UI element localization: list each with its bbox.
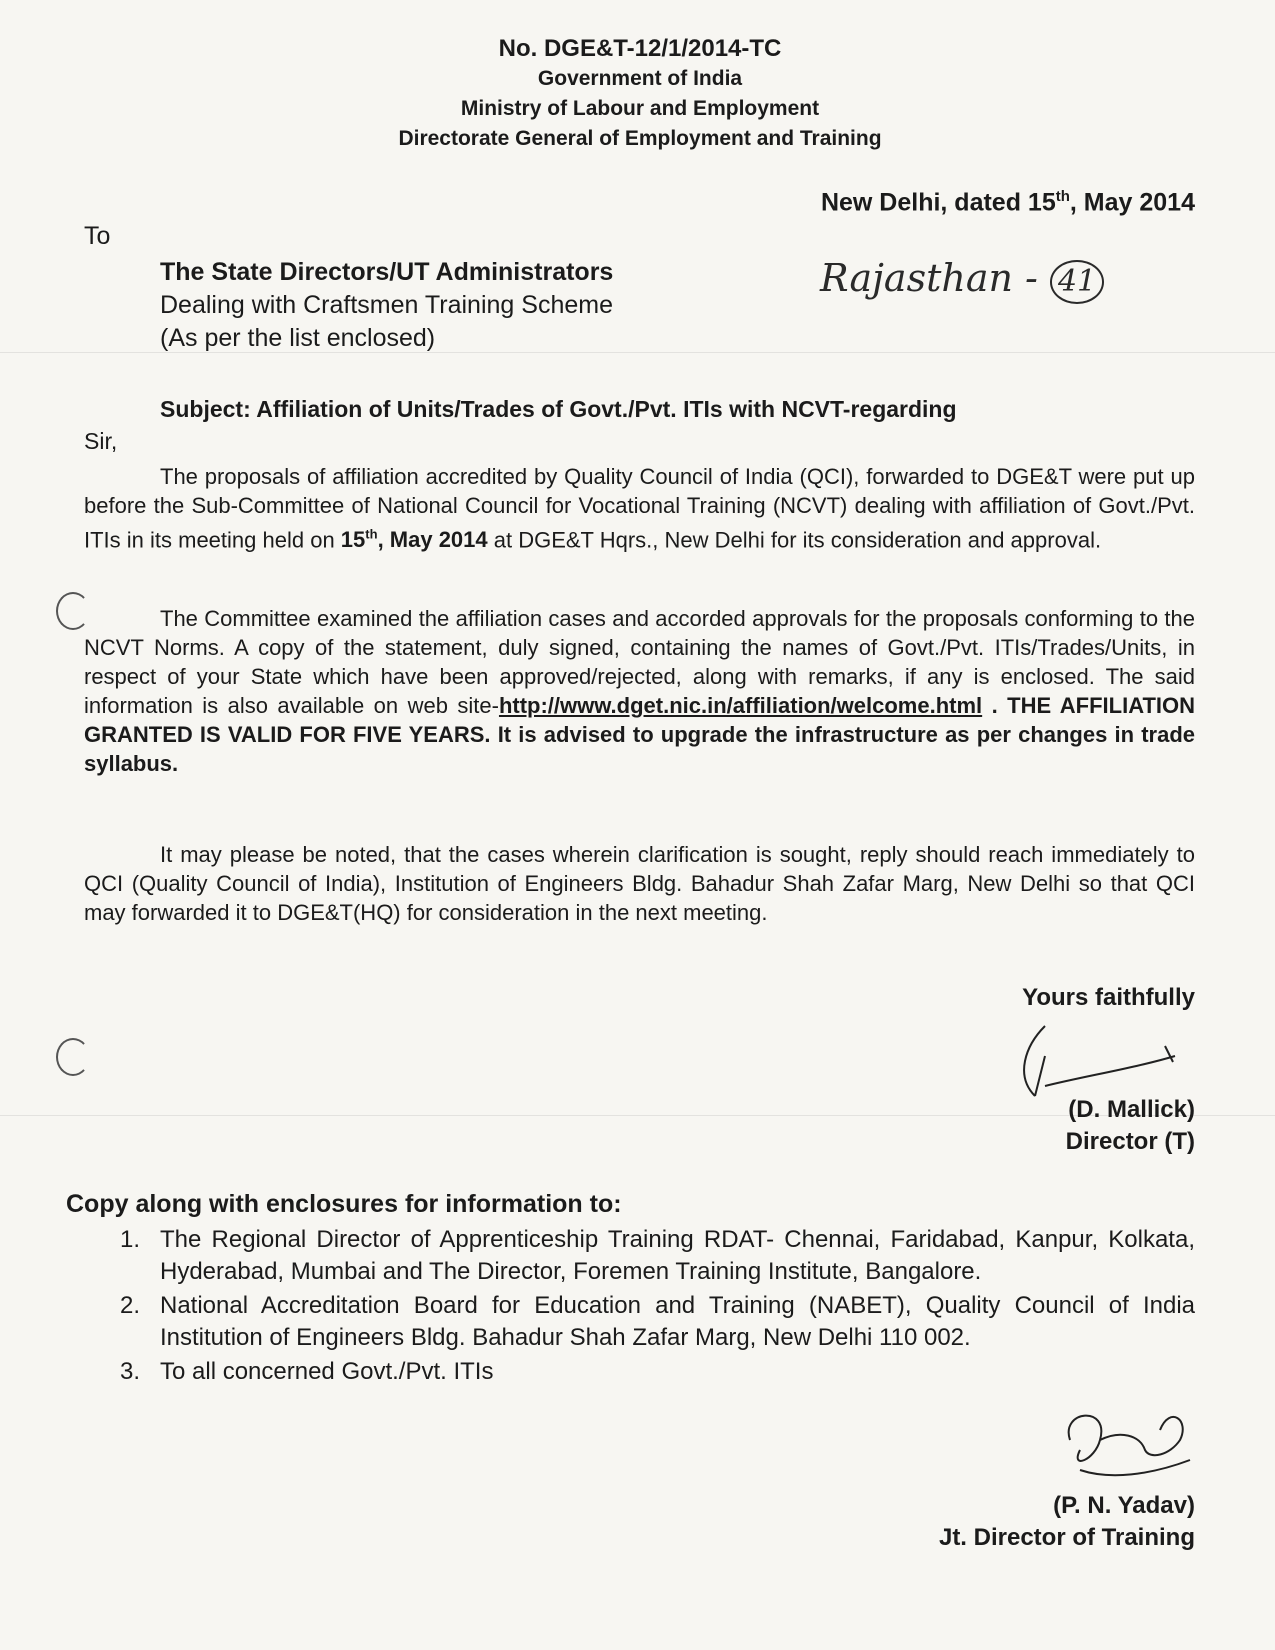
- signatory-name-2: (P. N. Yadav): [1053, 1492, 1195, 1519]
- paragraph-1-date-day: 15: [340, 527, 366, 553]
- paragraph-3: It may please be noted, that the cases wherein clarification is sought, reply should reach immediately to QCI (Quality Council of India), Institution of Engineers Bldg. Bahadur Shah Zafar Marg, New Delhi so that QCI may forwarded it to DGE&T(HQ) for consideration in the next meeting.: [84, 842, 1195, 925]
- list-item: [120, 1356, 1195, 1388]
- dateline-sup: th: [1055, 188, 1070, 205]
- signatory-title-2: Jt. Director of Training: [938, 1524, 1195, 1551]
- paragraph-1-date-sup: th: [365, 527, 378, 542]
- to-label: To: [84, 222, 111, 250]
- paragraph-1-date-rest: , May 2014: [377, 527, 488, 553]
- addressee: [160, 256, 613, 355]
- salutation: Sir,: [84, 428, 118, 454]
- addressee-line2: Dealing with Craftsmen Training Scheme: [160, 291, 613, 319]
- handwritten-note: [820, 256, 1104, 304]
- paragraph-2-bold-tail: . THE AFFILIATION GRANTED IS VALID FOR FIVE YEARS. It is advised to upgrade the infrastructure as per changes in trade syllabus.: [84, 693, 1196, 776]
- subject-line: Subject: Affiliation of Units/Trades of Govt./Pvt. ITIs with NCVT-regarding: [160, 396, 957, 422]
- closing: Yours faithfully: [1022, 984, 1195, 1011]
- signature-block-2: [939, 1490, 1195, 1554]
- list-text: To all concerned Govt./Pvt. ITIs: [160, 1358, 494, 1385]
- paragraph-1: [84, 462, 1195, 554]
- paragraph-1-part2: at DGE&T Hqrs., New Delhi for its consideration and approval.: [487, 527, 1102, 553]
- govt-line: Government of India: [537, 67, 743, 90]
- directorate-line: Directorate General of Employment and Training: [398, 127, 882, 150]
- paragraph-2: [84, 604, 1195, 778]
- dateline-suffix: , May 2014: [1069, 188, 1195, 217]
- signature-block-1: [1022, 982, 1195, 1158]
- list-number: 1.: [120, 1226, 141, 1253]
- paragraph-1-part1: The proposals of affiliation accredited by Quality Council of India (QCI), forwarded to DGE&T were put up before the Sub-Committee of National Council for Vocational Training (NCVT) dealing with affiliation of Govt./Pvt. ITIs in its meeting held on: [84, 464, 1195, 553]
- list-number: 2.: [120, 1292, 141, 1319]
- ministry-line: Ministry of Labour and Employment: [460, 97, 820, 120]
- handwritten-note-text: Rajasthan -: [820, 256, 1038, 300]
- punch-hole: [56, 1038, 90, 1076]
- signatory-title-1: Director (T): [1065, 1128, 1195, 1155]
- copy-heading: Copy along with enclosures for information to:: [66, 1190, 622, 1218]
- handwritten-circled-number: 41: [1050, 260, 1104, 304]
- signatory-name-1: (D. Mallick): [1068, 1096, 1195, 1123]
- list-text: The Regional Director of Apprenticeship Training RDAT- Chennai, Faridabad, Kanpur, Kolkata, Hyderabad, Mumbai and The Director, Foremen Training Institute, Bangalore.: [160, 1226, 1195, 1285]
- affiliation-link[interactable]: http://www.dget.nic.in/affiliation/welcome.html: [498, 693, 983, 718]
- list-number: 3.: [120, 1358, 141, 1385]
- dateline-prefix: New Delhi, dated 15: [820, 188, 1056, 217]
- reference-number: No. DGE&T-12/1/2014-TC: [498, 35, 782, 62]
- dateline: [821, 188, 1195, 217]
- list-text: National Accreditation Board for Education and Training (NABET), Quality Council of India Institution of Engineers Bldg. Bahadur Shah Zafar Marg, New Delhi 110 002.: [160, 1292, 1195, 1351]
- addressee-line1: The State Directors/UT Administrators: [160, 258, 614, 286]
- signature-scribble-2: [1050, 1400, 1200, 1490]
- letterhead: [340, 34, 940, 154]
- list-item: [120, 1224, 1195, 1288]
- addressee-line3: (As per the list enclosed): [160, 324, 436, 352]
- signature-scribble-1: [1005, 1016, 1195, 1106]
- paragraph-2-part1: The Committee examined the affiliation cases and accorded approvals for the proposals conforming to the NCVT Norms. A copy of the statement, duly signed, containing the names of Govt./Pvt. ITIs/Trades/Units, in respect of your State which have been approved/rejected, along with remarks, if any is enclosed. The said information is also available on web site-: [84, 606, 1195, 718]
- copy-list: [120, 1224, 1195, 1390]
- list-item: [120, 1290, 1195, 1354]
- paragraph-1-date: [341, 527, 488, 552]
